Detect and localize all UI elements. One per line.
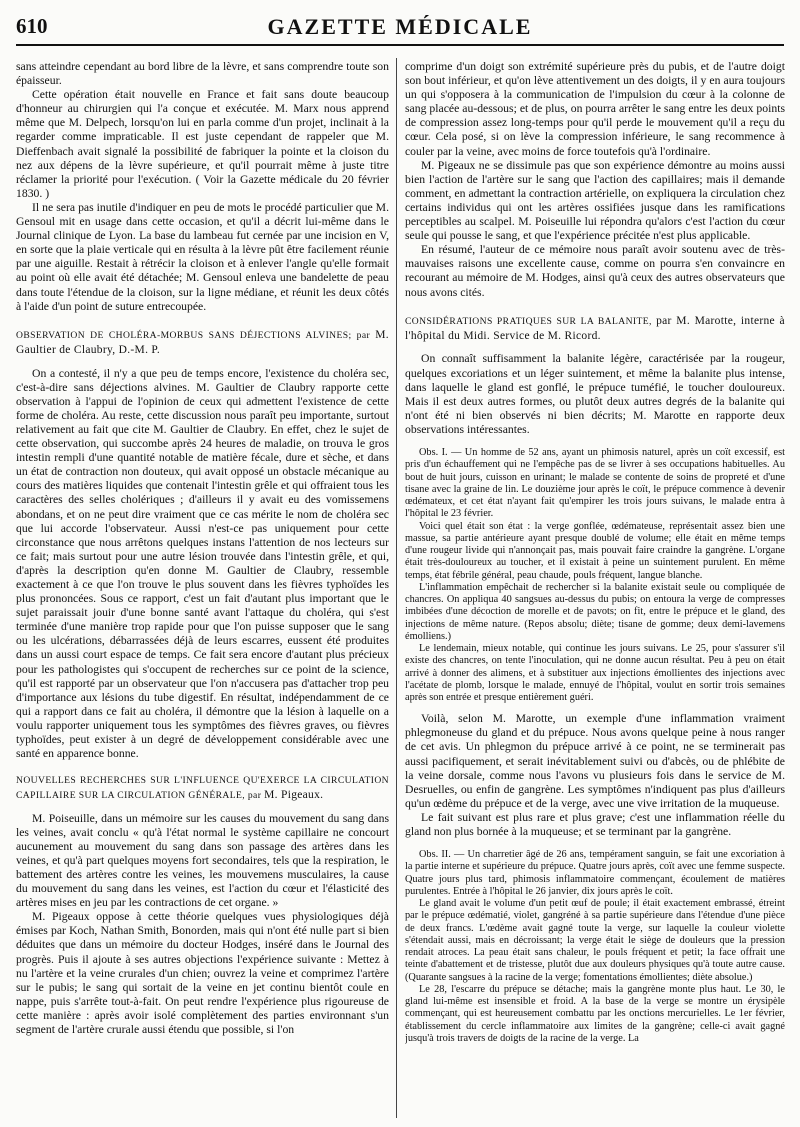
paragraph: Il ne sera pas inutile d'indiquer en peu de mots le procédé particulier que M. Gensoul mit en usage dans cette occasion, et qu'il a décrit lui-même dans le Journal clinique de Lyon. La base du lambeau fut cernée par une incision en V, en sorte que la plaie verticale qui en résulta à la lèvre pût être facilement réunie par une aiguille. Restait à rétrécir la cloison et à enlever l'angle qu'elle formait au point où elle avait été détachée; M. Gensoul enleva une bandelette de peau dans toute l'étendue de la cloison, sur la ligne médiane, et réunit les deux côtés à l'aide d'un point de suture entrecoupée. (16, 200, 389, 313)
section-heading (16, 328, 389, 358)
section-title: CONSIDÉRATIONS PRATIQUES SUR LA BALANITE, (405, 315, 652, 327)
paragraph: Voilà, selon M. Marotte, un exemple d'une inflammation vraiment phlegmoneuse du gland et du prépuce. Nous avons quelque peine à nous ranger de cet avis. Un phlegmon du prépuce arrivé à ce point, ne se terminerait pas aussi pacifiquement, et serait inévitablement suivi ou d'abcès, ou de phlébite de la veine dorsale, comme nous l'avons vu plusieurs fois dans le service de M. Desruelles, ou enfin de gangrène. Les symptômes n'indiquent pas plus d'ailleurs qu'un œdème du prépuce et de la verge, avec une vive irritation de la muqueuse. (405, 712, 785, 810)
observation-text: Obs. II. — Un charretier âgé de 26 ans, tempérament sanguin, se fait une excoriation à la partie interne et supérieure du prépuce. Quatre jours après, coït avec une femme suspecte. Quatre jours plus tard, phimosis inflammatoire commençant, écoulement de matières purulentes. Entrée à l'hôpital le 26 janvier, dix jours après le coït. (405, 849, 785, 897)
paragraph: Le fait suivant est plus rare et plus grave; c'est une inflammation réelle du gland non plus bornée à la muqueuse; et se terminant par la gangrène. (405, 810, 785, 839)
paragraph: M. Pigeaux oppose à cette théorie quelques vues physiologiques déjà émises par Koch, Nathan Smith, Bonorden, mais qui n'ont été nulle part si bien déduites que dans un mémoire du docteur Hodges, inséré dans le Journal des progrès. Puis il ajoute à ses autres objections l'expérience suivante : Mettez à nu l'artère et la veine crurales d'un chien; ouvrez la veine et comprimez l'artère sur le pubis; le sang qui sortait de la veine en jet continu bientôt coule en nappe, puis s'arrête tout-à-fait. On peut rendre l'expérience plus rigoureuse de cette manière : après avoir isolé complètement des parties environnant s'un segment de l'artère crurale aussi étendu que possible, si l'on (16, 910, 389, 1036)
section-title: NOUVELLES RECHERCHES SUR L'INFLUENCE QU'EXERCE LA CIRCULATION CAPILLAIRE SUR LA CIRCULATION GÉNÉRALE, par (16, 775, 389, 801)
observation-text: Obs. I. — Un homme de 52 ans, ayant un phimosis naturel, après un coït excessif, est pris d'un échauffement qui ne l'empêche pas de se livrer à ses occupations habituelles. Au bout de huit jours, cuisson en urinant; le malade se contente de soins de propreté et d'une tisane avec la graine de lin. Le douzième jour après le coït, le prépuce commence à devenir œdémateux, et cet état n'ayant fait qu'empirer les trois jours suivans, le malade entra à l'hôpital le 23 février. (405, 447, 785, 520)
observation-text: Le gland avait le volume d'un petit œuf de poule; il était exactement embrassé, étreint par le prépuce œdématié, violet, gangréné à sa partie supérieure dans l'étendue d'une pièce de deux francs. L'œdème avait gagné toute la verge, sur laquelle la couleur violette s'étendait aussi, mais en décroissant; la verge était le siège de douleurs que la pression rendait atroces. La peau était sans chaleur, le pouls fréquent et petit; la face offrait une teinte d'abattement et de tristesse, plutôt due aux douleurs physiques qu'à toute autre cause. (Quarante sangsues à la racine de la verge; fomentations émollientes; diète absolue.) (405, 898, 785, 983)
column-divider (396, 58, 397, 1118)
section-author: M. Gaultier de Claubry, D.-M. P. (16, 328, 389, 356)
observation-text: L'inflammation empêchait de rechercher si la balanite existait seule ou compliquée de chancres. On appliqua 40 sangsues au-dessus du pubis; on entoura la verge de compresses imbibées d'une décoction de morelle et de pavots; on fit, entre le prépuce et le gland, des injections de même nature. (Repos absolu; diète; tisane de gomme; deux demi-lavemens émolliens.) (405, 581, 785, 642)
paragraph: M. Pigeaux ne se dissimule pas que son expérience démontre au moins aussi bien l'action de l'artère sur le sang que l'action des capillaires; mais il demande comment, en admettant la contraction artérielle, on expliquera la circulation chez certains individus qui ont les artères ossifiées jusque dans les ramifications perceptibles au scalpel. M. Poiseuille lui répondra qu'alors c'est l'action du cœur seule qui pousse le sang, et que l'expérience précitée n'est plus applicable. (405, 158, 785, 243)
section-heading (405, 314, 785, 344)
paragraph: comprime d'un doigt son extrémité supérieure près du pubis, et de l'autre doigt son bout inférieur, et qu'on lève attentivement un des doigts, il y en aura toujours un qui s'opposera à la communication de l'impulsion du cœur à la colonne de sang placée au-dessous; et de plus, on pourra arrêter le sang entre les deux points de compression assez long-temps pour qu'il perde le mouvement qu'il a reçu du cœur. Cela posé, si on lève la compression inférieure, le sang recommence à couler par la veine, avec moins de force toutefois qu'à l'ordinaire. (405, 60, 785, 158)
page-number: 610 (16, 14, 48, 38)
section-title: OBSERVATION DE CHOLÉRA-MORBUS SANS DÉJECTIONS ALVINES; par (16, 329, 371, 341)
right-column (405, 60, 785, 1118)
section-heading (16, 775, 389, 802)
paragraph: Cette opération était nouvelle en France et fait sans doute beaucoup d'honneur au chirurgien qui l'a conçue et exécutée. M. Marx nous apprend même que M. Delpech, lorsqu'on lui en parla comme d'un projet, inclinait à la regarder comme impraticable. Il est juste cependant de rappeler que M. Dieffenbach avait signalé la possibilité de fabriquer la pointe et la cloison du nez aux dépens de la lèvre supérieure, et qu'il pourrait même à juste titre réclamer la priorité pour l'exécution. ( Voir la Gazette médicale du 20 février 1830. ) (16, 88, 389, 200)
journal-title: GAZETTE MÉDICALE (267, 14, 533, 39)
section-author: par M. Marotte, interne à l'hôpital du Midi. Service de M. Ricord. (405, 314, 785, 342)
paragraph: On connaît suffisamment la balanite légère, caractérisée par la rougeur, quelques excoriations et un léger suintement, et même la balanite plus intense, dans laquelle le gland est gonflé, le prépuce tuméfié, le toucher douloureux. Mais il est deux autres formes, ou plutôt deux autres degrés de la balanite qui n'ont été ni bien observés ni bien décrits; M. Marotte en rapporte deux observations intéressantes. (405, 352, 785, 436)
section-author: M. Pigeaux. (264, 788, 324, 801)
observation-text: Voici quel était son état : la verge gonflée, œdémateuse, représentait assez bien une massue, sa partie antérieure ayant presque doublé de volume; elle était en même temps d'une rougeur livide qui n'annonçait pas, mais pouvait faire craindre la gangrène. L'organe était très-douloureux au toucher, et il existait à peine un suintement purulent. En même temps, état fébrile général, peau chaude, pouls fréquent, langue blanche. (405, 520, 785, 581)
paragraph: En résumé, l'auteur de ce mémoire nous paraît avoir soutenu avec de très-mauvaises raisons une excellente cause, comme on pourra s'en convaincre en recourant au mémoire de M. Hodges, ainsi qu'à ceux des autres observateurs que nous avons cités. (405, 243, 785, 299)
left-column (16, 60, 389, 1118)
observation-text: Le lendemain, mieux notable, qui continue les jours suivans. Le 25, pour s'assurer s'il existe des chancres, on tente l'inoculation, qui ne donne aucun résultat. Peu à peu on était arrivé à donner des alimens, et à substituer aux injections émollientes des injections avec l'acétate de plomb, lorsque le malade, ennuyé de l'hôpital, voulut en sortir trois semaines après son entrée et presque entièrement guéri. (405, 643, 785, 704)
observation-text: Le 28, l'escarre du prépuce se détache; mais la gangrène monte plus haut. Le 30, le gland lui-même est insensible et froid. A la base de la verge se montre un érysipèle commençant, qui est heureusement combattu par les onctions mercurielles. Le 1er février, établissement du cercle inflammatoire aux limites de la gangrène; celle-ci avait gagné jusqu'à trois travers de doigts de la racine de la verge. La (405, 983, 785, 1044)
paragraph: sans atteindre cependant au bord libre de la lèvre, et sans comprendre toute son épaisseur. (16, 60, 389, 88)
paragraph: M. Poiseuille, dans un mémoire sur les causes du mouvement du sang dans les veines, avait conclu « qu'à l'état normal le système capillaire ne concourt aucunement au mouvement du sang dans son passage des artères dans les veines, et qu'à part quelques moyens fort secondaires, tels que la respiration, le battement des artères contre les veines, les mouvemens musculaires, la cause du mouvement du sang dans les veines, est l'action du cœur et l'élasticité des artères mises en jeu par les contractions de cet organe. » (16, 811, 389, 910)
paragraph: On a contesté, il n'y a que peu de temps encore, l'existence du choléra sec, c'est-à-dire sans déjections alvines. M. Gaultier de Claubry rapporte cette observation à l'appui de l'opinion de ceux qui admettent l'existence de cette forme de choléra. Au reste, cette discussion nous paraît peu importante, surtout relativement au fait que cite M. Gaultier de Claubry. En effet, chez le sujet de cette observation, qui succombe après 24 heures de maladie, on trouva le gros intestin rempli d'une quantité notable de matière fécale, dure et sèche, et dans un état de contraction non douteux, qui avait opposé un obstacle mécanique au cours des matières liquides que contenait l'intestin grêle et qui offraient tous les caractères des selles cholériques ; d'ailleurs il y avait eu des vomissemens abondans, et on ne peut dire vraiment que ce cas mérite le nom de choléra sec que lui accorde l'observateur. Aussi n'est-ce pas uniquement pour cette circonstance que nous arrêtons quelques instans l'attention de nos lecteurs sur ce fait; mais surtout pour une autre lésion trouvée dans l'intestin grêle, et qui, d'après la description qu'en donne M. Gaultier de Claubry, ressemble exactement à ce que l'on trouve le plus souvent dans les fièvres typhoïdes les plus prononcées. Sous ce rapport, c'est un fait d'autant plus important que le sujet paraissait jouir d'une bonne santé avant l'attaque du choléra, qui s'est terminée d'une manière trop rapide pour que l'on puisse supposer que le sang ou les ulcérations, débarrassées déjà de leurs escarres, eussent été produites dans un aussi court espace de temps. Ce fait sera encore d'autant plus précieux pour les pathologistes qui s'occupent de recherches sur ce point de la science, qu'il est rapporté par un observateur que l'on n'accusera pas d'attacher trop peu d'importance aux lésions du tube digestif. En résultat, indépendamment de ce qui a rapport dans ce fait au choléra, il démontre que la lésion à laquelle on a voulu rapporter uniquement tous les symptômes des fièvres graves, ou fièvres typhoïdes, peut exister à un degré de développement considérable avec une santé en apparence bonne. (16, 366, 389, 761)
header-rule (16, 44, 784, 46)
